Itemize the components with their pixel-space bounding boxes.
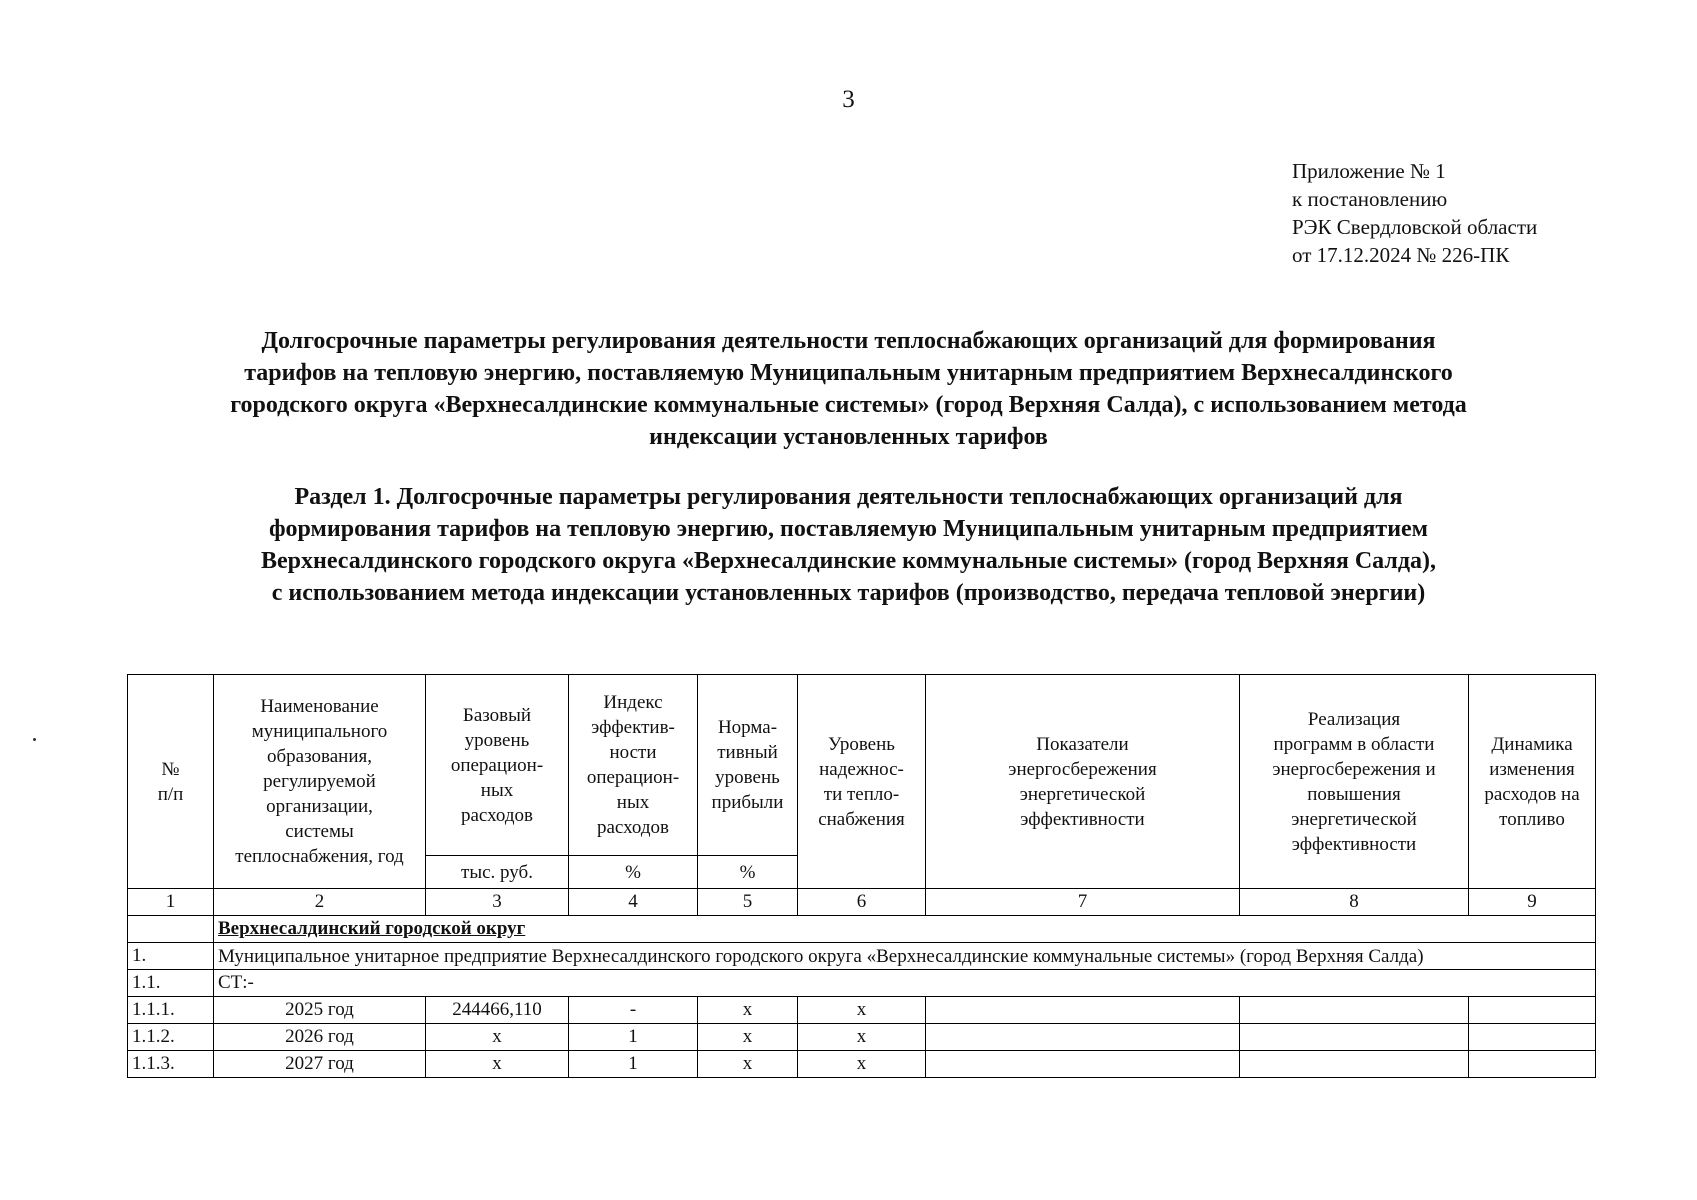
header-cell: Норма- тивный уровень прибыли bbox=[698, 675, 798, 856]
title-line: индексации установленных тарифов bbox=[649, 424, 1048, 450]
section-line: формирования тарифов на тепловую энергию, поставляемую Муниципальным унитарным предприятием bbox=[268, 516, 1429, 542]
empty-cell bbox=[1469, 997, 1596, 1024]
year-cell: 2026 год bbox=[214, 1024, 426, 1051]
column-number: 3 bbox=[426, 889, 569, 916]
year-row bbox=[128, 1024, 1596, 1051]
column-number: 6 bbox=[798, 889, 926, 916]
profit-level-cell: x bbox=[698, 997, 798, 1024]
section-line: Верхнесалдинского городского округа «Верхнесалдинские коммунальные системы» (город Верхняя Салда), bbox=[260, 548, 1436, 574]
column-number: 2 bbox=[214, 889, 426, 916]
reliability-cell: x bbox=[798, 997, 926, 1024]
header-cell: № п/п bbox=[128, 675, 214, 889]
empty-cell bbox=[926, 997, 1240, 1024]
empty-cell bbox=[1240, 1024, 1469, 1051]
tariff-parameters-table bbox=[127, 674, 1596, 1078]
year-row bbox=[128, 997, 1596, 1024]
section-line: с использованием метода индексации установленных тарифов (производство, передача тепловой энергии) bbox=[271, 580, 1426, 606]
empty-cell bbox=[1240, 1051, 1469, 1078]
header-cell: Динамика изменения расходов на топливо bbox=[1469, 675, 1596, 889]
section-title bbox=[60, 481, 1637, 609]
system-name: СТ:- bbox=[214, 970, 1596, 997]
row-number: 1.1.1. bbox=[128, 997, 214, 1024]
profit-level-cell: x bbox=[698, 1024, 798, 1051]
header-cell: Индекс эффектив- ности операцион- ных расходов bbox=[569, 675, 698, 856]
appendix-line: от 17.12.2024 № 226-ПК bbox=[1292, 243, 1510, 267]
section-line: Раздел 1. Долгосрочные параметры регулирования деятельности теплоснабжающих организаций для bbox=[294, 484, 1403, 510]
empty-cell bbox=[926, 1024, 1240, 1051]
empty-cell bbox=[1240, 997, 1469, 1024]
document-title bbox=[60, 325, 1637, 453]
empty-cell bbox=[1469, 1024, 1596, 1051]
row-number: 1. bbox=[128, 943, 214, 970]
efficiency-index-cell: - bbox=[569, 997, 698, 1024]
title-line: тарифов на тепловую энергию, поставляемую Муниципальным унитарным предприятием Верхнесалдинского bbox=[244, 360, 1453, 386]
year-cell: 2027 год bbox=[214, 1051, 426, 1078]
header-cell: Наименование муниципального образования, регулируемой организации, системы теплоснабжения, год bbox=[214, 675, 426, 889]
system-row bbox=[128, 970, 1596, 997]
organization-row bbox=[128, 943, 1596, 970]
header-cell: Базовый уровень операцион- ных расходов bbox=[426, 675, 569, 856]
appendix-line: Приложение № 1 bbox=[1292, 159, 1446, 183]
reliability-cell: x bbox=[798, 1051, 926, 1078]
column-number: 8 bbox=[1240, 889, 1469, 916]
column-number: 9 bbox=[1469, 889, 1596, 916]
efficiency-index-cell: 1 bbox=[569, 1051, 698, 1078]
year-row bbox=[128, 1051, 1596, 1078]
base-opex-cell: x bbox=[426, 1024, 569, 1051]
page-number: 3 bbox=[842, 86, 855, 113]
header-cell: Реализация программ в области энергосбережения и повышения энергетической эффективности bbox=[1240, 675, 1469, 889]
column-number: 5 bbox=[698, 889, 798, 916]
efficiency-index-cell: 1 bbox=[569, 1024, 698, 1051]
appendix-line: к постановлению bbox=[1292, 187, 1448, 211]
empty-cell bbox=[926, 1051, 1240, 1078]
header-cell: Показатели энергосбережения энергетической эффективности bbox=[926, 675, 1240, 889]
column-number: 7 bbox=[926, 889, 1240, 916]
district-name bbox=[214, 916, 1596, 943]
year-cell: 2025 год bbox=[214, 997, 426, 1024]
empty-cell bbox=[128, 916, 214, 943]
unit-cell: тыс. руб. bbox=[426, 856, 569, 889]
base-opex-cell: 244466,110 bbox=[426, 997, 569, 1024]
reliability-cell: x bbox=[798, 1024, 926, 1051]
title-line: городского округа «Верхнесалдинские коммунальные системы» (город Верхняя Салда), с использованием метода bbox=[230, 392, 1467, 418]
scan-dot bbox=[33, 738, 36, 741]
unit-cell: % bbox=[698, 856, 798, 889]
unit-cell: % bbox=[569, 856, 698, 889]
title-line: Долгосрочные параметры регулирования деятельности теплоснабжающих организаций для формирования bbox=[261, 328, 1436, 354]
column-number: 1 bbox=[128, 889, 214, 916]
appendix-reference bbox=[1292, 157, 1537, 269]
row-number: 1.1.2. bbox=[128, 1024, 214, 1051]
appendix-line: РЭК Свердловской области bbox=[1292, 215, 1538, 239]
empty-cell bbox=[1469, 1051, 1596, 1078]
column-number: 4 bbox=[569, 889, 698, 916]
profit-level-cell: x bbox=[698, 1051, 798, 1078]
header-cell: Уровень надежнос- ти тепло- снабжения bbox=[798, 675, 926, 889]
district-row bbox=[128, 916, 1596, 943]
row-number: 1.1. bbox=[128, 970, 214, 997]
base-opex-cell: x bbox=[426, 1051, 569, 1078]
row-number: 1.1.3. bbox=[128, 1051, 214, 1078]
organization-name: Муниципальное унитарное предприятие Верхнесалдинского городского округа «Верхнесалдинские коммунальные системы» (город Верхняя Салда) bbox=[214, 943, 1596, 970]
district-label: Верхнесалдинский городской округ bbox=[218, 918, 526, 939]
